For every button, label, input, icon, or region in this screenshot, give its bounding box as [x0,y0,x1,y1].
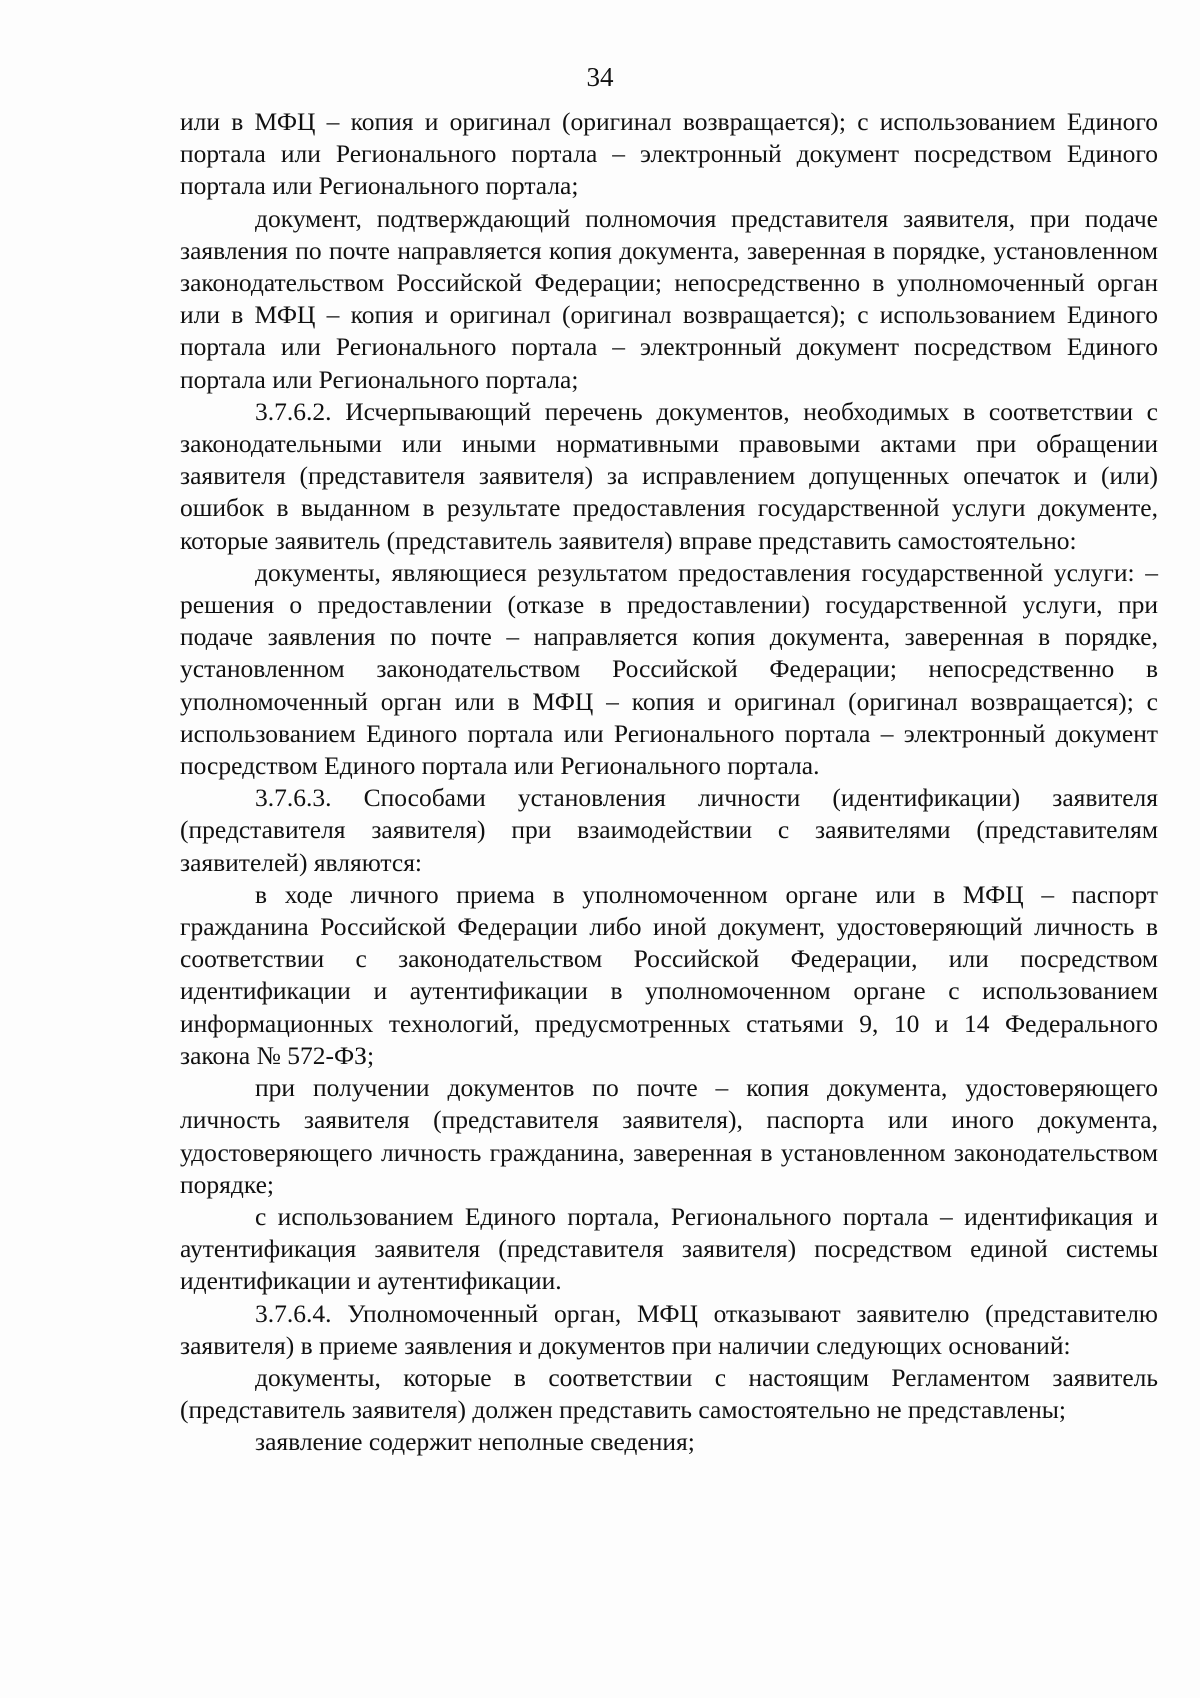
page-number: 34 [586,62,614,92]
paragraph-3-7-6-2: 3.7.6.2. Исчерпывающий перечень документов, необходимых в соответствии с законодательными или иными нормативными правовыми актами при обращении заявителя (представителя заявителя) за исправлением допущенных опечаток и (или) ошибок в выданном в результате предоставления государственной услуги документе, которые заявитель (представитель заявителя) вправе представить самостоятельно: [180,396,1158,555]
paragraph: документы, являющиеся результатом предоставления государственной услуги: – решения о предоставлении (отказе в предоставлении) государственной услуги, при подаче заявления по почте – направляется копия документа, заверенная в порядке, установленном законодательством Российской Федерации; непосредственно в уполномоченный орган или в МФЦ – копия и оригинал (оригинал возвращается); с использованием Единого портала или Регионального портала – электронный документ посредством Единого портала или Регионального портала. [180,557,1158,781]
paragraph-3-7-6-3: 3.7.6.3. Способами установления личности (идентификации) заявителя (представителя заявителя) при взаимодействии с заявителями (представителям заявителей) являются: [180,783,1158,877]
paragraph: документы, которые в соответствии с настоящим Регламентом заявитель (представитель заявителя) должен представить самостоятельно не представлены; [180,1362,1158,1425]
paragraph-continuation: или в МФЦ – копия и оригинал (оригинал возвращается); с использованием Единого портала или Регионального портала – электронный документ посредством Единого портала или Регионального портала; [180,107,1158,201]
paragraph: заявление содержит неполные сведения; [255,1427,695,1457]
paragraph-3-7-6-4: 3.7.6.4. Уполномоченный орган, МФЦ отказывают заявителю (представителю заявителя) в приеме заявления и документов при наличии следующих оснований: [180,1298,1158,1360]
paragraph: документ, подтверждающий полномочия представителя заявителя, при подаче заявления по почте направляется копия документа, заверенная в порядке, установленном законодательством Российской Федерации; непосредственно в уполномоченный орган или в МФЦ – копия и оригинал (оригинал возвращается); с использованием Единого портала или Регионального портала – электронный документ посредством Единого портала или Регионального портала; [180,203,1158,394]
paragraph: в ходе личного приема в уполномоченном органе или в МФЦ – паспорт гражданина Российской Федерации либо иной документ, удостоверяющий личность в соответствии с законодательством Российской Федерации, или посредством идентификации и аутентификации в уполномоченном органе с использованием информационных технологий, предусмотренных статьями 9, 10 и 14 Федерального закона № 572-ФЗ; [180,879,1158,1070]
body-text [180,106,1158,1459]
paragraph: при получении документов по почте – копия документа, удостоверяющего личность заявителя (представителя заявителя), паспорта или иного документа, удостоверяющего личность гражданина, заверенная в установленном законодательством порядке; [180,1073,1158,1199]
paragraph: с использованием Единого портала, Регионального портала – идентификация и аутентификация заявителя (представителя заявителя) посредством единой системы идентификации и аутентификации. [180,1201,1158,1296]
